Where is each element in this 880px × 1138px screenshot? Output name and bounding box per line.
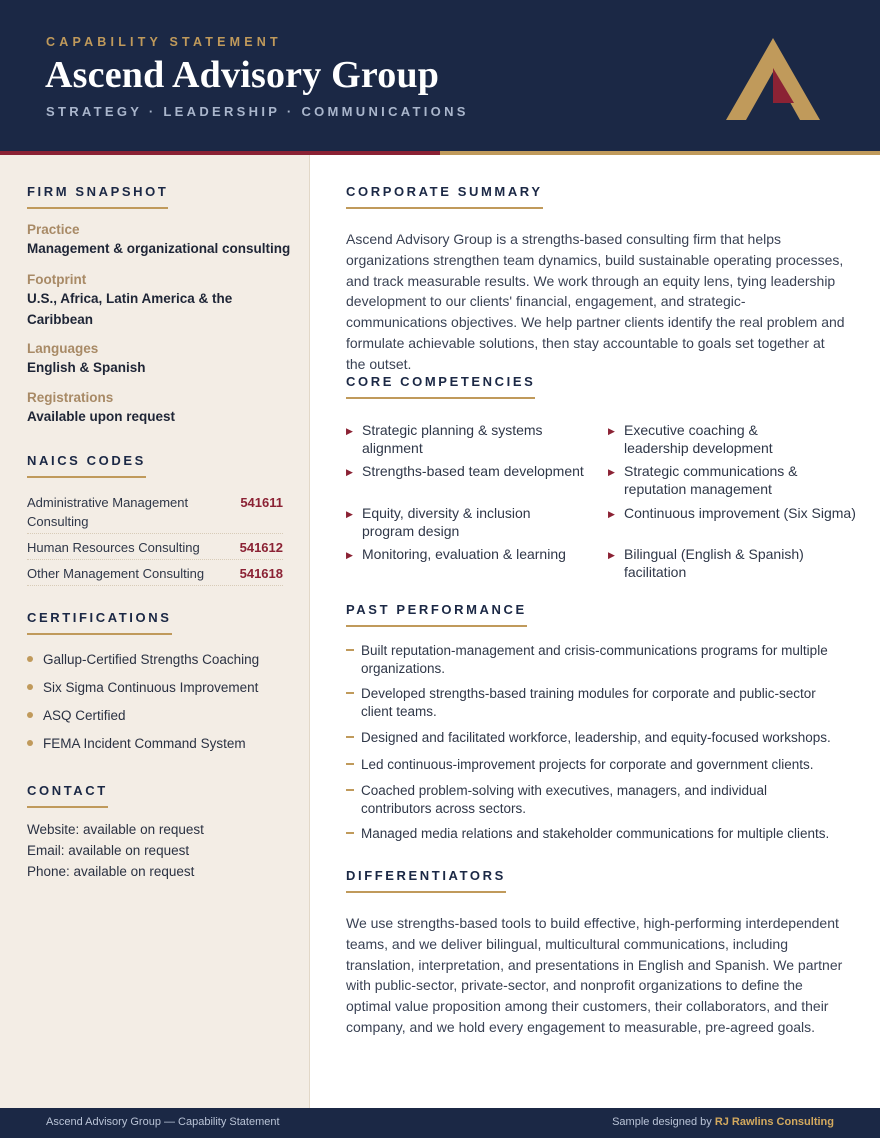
performance-label: Built reputation-management and crisis-communications programs for multiple organizations. bbox=[361, 643, 828, 676]
table-row bbox=[27, 564, 283, 586]
performance-label: Designed and facilitated workforce, leadership, and equity-focused workshops. bbox=[361, 730, 831, 745]
triangle-bullet-icon: ▶ bbox=[608, 426, 615, 436]
contact-heading: CONTACT bbox=[27, 783, 108, 808]
sidebar bbox=[0, 155, 310, 1108]
snapshot-value-registrations: Available upon request bbox=[27, 409, 176, 424]
competency-label: Executive coaching & leadership development bbox=[624, 422, 773, 456]
dash-bullet-icon bbox=[346, 832, 354, 834]
bullet-dot-icon bbox=[27, 684, 33, 690]
triangle-bullet-icon: ▶ bbox=[608, 467, 615, 477]
snapshot-label-registrations: Registrations bbox=[27, 390, 114, 405]
certification-label: ASQ Certified bbox=[43, 708, 126, 723]
performance-label: Led continuous-improvement projects for corporate and government clients. bbox=[361, 757, 814, 772]
naics-name: Administrative Management Consulting bbox=[27, 495, 189, 529]
firm-snapshot-heading: FIRM SNAPSHOT bbox=[27, 184, 168, 209]
snapshot-value-footprint: U.S., Africa, Latin America & the Caribbean bbox=[27, 291, 233, 327]
snapshot-label-practice: Practice bbox=[27, 222, 80, 237]
past-performance-heading: PAST PERFORMANCE bbox=[346, 602, 527, 627]
certification-label: FEMA Incident Command System bbox=[43, 736, 246, 751]
triangle-bullet-icon: ▶ bbox=[608, 509, 615, 519]
performance-label: Managed media relations and stakeholder communications for multiple clients. bbox=[361, 826, 830, 841]
competency-label: Monitoring, evaluation & learning bbox=[362, 546, 566, 562]
certifications-heading: CERTIFICATIONS bbox=[27, 610, 172, 635]
triangle-bullet-icon: ▶ bbox=[608, 550, 615, 560]
bullet-dot-icon bbox=[27, 712, 33, 718]
dash-bullet-icon bbox=[346, 649, 354, 651]
naics-codes-heading: NAICS CODES bbox=[27, 453, 146, 478]
dash-bullet-icon bbox=[346, 789, 354, 791]
naics-code: 541611 bbox=[240, 495, 283, 510]
performance-label: Developed strengths-based training modules for corporate and public-sector client teams. bbox=[361, 686, 816, 719]
tagline: STRATEGY · LEADERSHIP · COMMUNICATIONS bbox=[46, 104, 469, 119]
triangle-bullet-icon: ▶ bbox=[346, 509, 353, 519]
snapshot-value-practice: Management & organizational consulting bbox=[27, 241, 291, 256]
naics-name: Human Resources Consulting bbox=[27, 540, 200, 555]
snapshot-value-languages: English & Spanish bbox=[27, 360, 146, 375]
competency-label: Strategic planning & systems alignment bbox=[362, 422, 543, 456]
contact-phone: Phone: available on request bbox=[27, 864, 195, 879]
page-title: Ascend Advisory Group bbox=[45, 54, 440, 96]
differentiators-text: We use strengths-based tools to build effective, high-performing interdependent teams, and we deliver bilingual, multicultural communications, including translation, interpretation, and presentations in English and Spanish. We partner with public-sector, private-sector, and nonprofit organizations to define the optimal value proposition among their customers, their collaborators, and their company, and we hold every engagement to measurable, pre-agreed goals. bbox=[346, 915, 843, 1035]
bullet-dot-icon bbox=[27, 656, 33, 662]
footer-credit-prefix: Sample designed by bbox=[612, 1116, 715, 1128]
table-row bbox=[27, 493, 283, 534]
competency-label: Bilingual (English & Spanish) facilitation bbox=[624, 546, 804, 580]
header-rule-gold bbox=[440, 151, 880, 155]
performance-label: Coached problem-solving with executives, managers, and individual contributors across sectors. bbox=[361, 783, 767, 816]
competency-label: Strengths-based team development bbox=[362, 463, 584, 479]
ascend-a-logo-icon bbox=[724, 36, 822, 122]
dash-bullet-icon bbox=[346, 736, 354, 738]
triangle-bullet-icon: ▶ bbox=[346, 426, 353, 436]
table-row bbox=[27, 538, 283, 560]
naics-code: 541612 bbox=[239, 540, 283, 555]
naics-name: Other Management Consulting bbox=[27, 566, 205, 581]
naics-code: 541618 bbox=[239, 566, 283, 581]
competency-label: Equity, diversity & inclusion program design bbox=[362, 505, 531, 539]
dash-bullet-icon bbox=[346, 692, 354, 694]
bullet-dot-icon bbox=[27, 740, 33, 746]
footer-credit-brand: RJ Rawlins Consulting bbox=[714, 1116, 834, 1128]
footer-document-label: Ascend Advisory Group — Capability Statement bbox=[46, 1116, 280, 1128]
header-banner bbox=[0, 0, 880, 151]
corporate-summary-text: Ascend Advisory Group is a strengths-based consulting firm that helps organizations strengthen team dynamics, build sustainable operating processes, and track measurable results. We work through an equity lens, tying leadership development to our clients' financial, engagement, and strategic-communications objectives. We help partner clients identify the real problem and formulate achievable solutions, then stay accountable to goals set together at the outset. bbox=[346, 231, 845, 372]
competency-label: Strategic communications & reputation management bbox=[624, 463, 798, 497]
footer-credit bbox=[612, 1116, 834, 1128]
footer bbox=[0, 1108, 880, 1138]
core-competencies-heading: CORE COMPETENCIES bbox=[346, 374, 535, 399]
contact-website: Website: available on request bbox=[27, 822, 204, 837]
certification-label: Six Sigma Continuous Improvement bbox=[43, 680, 259, 695]
certification-label: Gallup-Certified Strengths Coaching bbox=[43, 652, 260, 667]
differentiators-heading: DIFFERENTIATORS bbox=[346, 868, 506, 893]
corporate-summary-heading: CORPORATE SUMMARY bbox=[346, 184, 543, 209]
snapshot-label-languages: Languages bbox=[27, 341, 99, 356]
contact-email: Email: available on request bbox=[27, 843, 190, 858]
triangle-bullet-icon: ▶ bbox=[346, 467, 353, 477]
dash-bullet-icon bbox=[346, 763, 354, 765]
snapshot-label-footprint: Footprint bbox=[27, 272, 87, 287]
triangle-bullet-icon: ▶ bbox=[346, 550, 353, 560]
competency-label: Continuous improvement (Six Sigma) bbox=[624, 505, 856, 521]
document-eyebrow: CAPABILITY STATEMENT bbox=[46, 35, 282, 49]
